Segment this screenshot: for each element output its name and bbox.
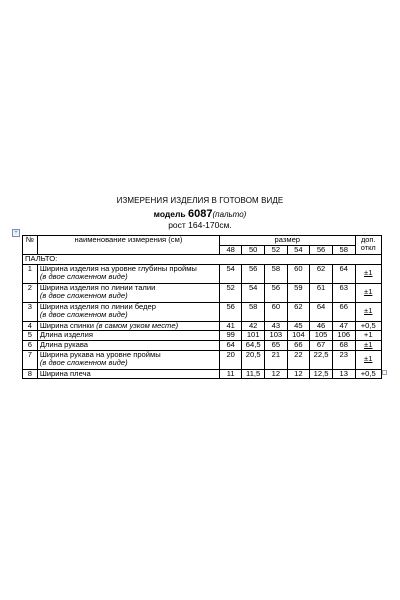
- tolerance-text: ±1: [364, 306, 373, 316]
- size-value: 103: [265, 331, 288, 341]
- table-move-handle-icon[interactable]: +: [12, 229, 20, 237]
- column-number-header: №: [23, 236, 38, 255]
- measurement-name-text: Ширина изделия на уровне глубины проймы: [39, 263, 197, 273]
- size-value: 104: [287, 331, 310, 341]
- height-range: рост 164-170см.: [168, 220, 232, 230]
- size-value: 47: [332, 321, 355, 331]
- size-value: 45: [287, 321, 310, 331]
- measurement-name: Длина рукава: [37, 340, 219, 350]
- size-value: 67: [310, 340, 333, 350]
- measurement-name: [37, 264, 219, 283]
- size-value: 21: [265, 350, 288, 369]
- table-row: [23, 350, 382, 369]
- size-value: 11,5: [242, 369, 265, 379]
- measurements-table: [22, 235, 382, 379]
- measurement-name: Длина изделия: [37, 331, 219, 341]
- size-value: 56: [220, 302, 242, 321]
- tolerance-text: ±1: [364, 287, 373, 297]
- section-label: ПАЛЬТО:: [23, 255, 382, 265]
- measurement-name-text: Ширина изделия по линии бедер: [39, 301, 156, 311]
- size-value: 23: [332, 350, 355, 369]
- tolerance-value: +1: [355, 331, 382, 341]
- table-row: [23, 264, 382, 283]
- size-value: 43: [265, 321, 288, 331]
- size-value: 62: [310, 264, 333, 283]
- measurement-name-text: Ширина изделия по линии талии: [39, 282, 156, 292]
- size-value: 54: [220, 264, 242, 283]
- row-number: 5: [23, 331, 38, 341]
- row-number: 2: [23, 283, 38, 302]
- size-value: 62: [287, 302, 310, 321]
- size-value: 63: [332, 283, 355, 302]
- tolerance-header: [355, 236, 382, 255]
- size-value: 11: [220, 369, 242, 379]
- size-value: 56: [265, 283, 288, 302]
- size-value: 20: [220, 350, 242, 369]
- size-header: 50: [242, 245, 265, 255]
- size-header: 58: [332, 245, 355, 255]
- size-value: 106: [332, 331, 355, 341]
- size-value: 42: [242, 321, 265, 331]
- measurement-name-text: Ширина спинки: [39, 320, 94, 330]
- tolerance-header-line1: доп.: [361, 235, 376, 244]
- size-value: 41: [220, 321, 242, 331]
- tolerance-header-line2: откл: [360, 243, 376, 252]
- size-header: 56: [310, 245, 333, 255]
- size-value: 22: [287, 350, 310, 369]
- size-value: 64,5: [242, 340, 265, 350]
- model-number: 6087: [188, 208, 213, 220]
- measurement-name: [37, 283, 219, 302]
- model-line: [0, 208, 400, 220]
- size-value: 58: [242, 302, 265, 321]
- row-number: 4: [23, 321, 38, 331]
- tolerance-value: +0,5: [355, 369, 382, 379]
- size-value: 13: [332, 369, 355, 379]
- size-value: 22,5: [310, 350, 333, 369]
- size-value: 59: [287, 283, 310, 302]
- tolerance-value: +0,5: [355, 321, 382, 331]
- size-value: 64: [310, 302, 333, 321]
- measurement-name: [37, 350, 219, 369]
- size-value: 20,5: [242, 350, 265, 369]
- size-value: 61: [310, 283, 333, 302]
- size-value: 68: [332, 340, 355, 350]
- size-value: 52: [220, 283, 242, 302]
- size-value: 101: [242, 331, 265, 341]
- table-row: [23, 302, 382, 321]
- tolerance-value: [355, 283, 382, 302]
- size-value: 12: [265, 369, 288, 379]
- size-header: 54: [287, 245, 310, 255]
- size-value: 66: [332, 302, 355, 321]
- size-header: 48: [220, 245, 242, 255]
- row-number: 3: [23, 302, 38, 321]
- size-value: 66: [287, 340, 310, 350]
- tolerance-value: [355, 340, 382, 350]
- table-row: [23, 283, 382, 302]
- size-value: 46: [310, 321, 333, 331]
- size-value: 56: [242, 264, 265, 283]
- model-label: модель: [153, 209, 186, 219]
- size-value: 60: [265, 302, 288, 321]
- size-value: 60: [287, 264, 310, 283]
- measurement-name: Ширина плеча: [37, 369, 219, 379]
- table-resize-handle[interactable]: [382, 370, 387, 375]
- tolerance-value: [355, 350, 382, 369]
- measurement-note: (в двое сложенном виде): [39, 358, 128, 368]
- size-value: 54: [242, 283, 265, 302]
- measurement-note: (в самом узком месте): [96, 320, 179, 330]
- size-value: 12,5: [310, 369, 333, 379]
- size-value: 99: [220, 331, 242, 341]
- column-name-header: наименование измерения (см): [37, 236, 219, 255]
- table-row: [23, 369, 382, 379]
- size-value: 64: [220, 340, 242, 350]
- row-number: 1: [23, 264, 38, 283]
- measurement-name: [37, 302, 219, 321]
- row-number: 6: [23, 340, 38, 350]
- measurement-note: (в двое сложенном виде): [39, 291, 128, 301]
- size-header: 52: [265, 245, 288, 255]
- measurement-note: (в двое сложенном виде): [39, 310, 128, 320]
- tolerance-value: [355, 302, 382, 321]
- row-number: 7: [23, 350, 38, 369]
- tolerance-value: [355, 264, 382, 283]
- size-value: 64: [332, 264, 355, 283]
- model-type: (пальто): [212, 210, 247, 219]
- size-value: 58: [265, 264, 288, 283]
- measurement-name-text: Ширина рукава на уровне проймы: [39, 349, 161, 359]
- size-value: 65: [265, 340, 288, 350]
- row-number: 8: [23, 369, 38, 379]
- measurement-note: (в двое сложенном виде): [39, 272, 128, 282]
- size-group-header: размер: [220, 236, 355, 246]
- size-value: 105: [310, 331, 333, 341]
- tolerance-text: ±1: [364, 354, 373, 364]
- size-value: 12: [287, 369, 310, 379]
- tolerance-text: ±1: [364, 268, 373, 278]
- document-title: ИЗМЕРЕНИЯ ИЗДЕЛИЯ В ГОТОВОМ ВИДЕ: [116, 196, 284, 205]
- tolerance-text: ±1: [364, 339, 373, 349]
